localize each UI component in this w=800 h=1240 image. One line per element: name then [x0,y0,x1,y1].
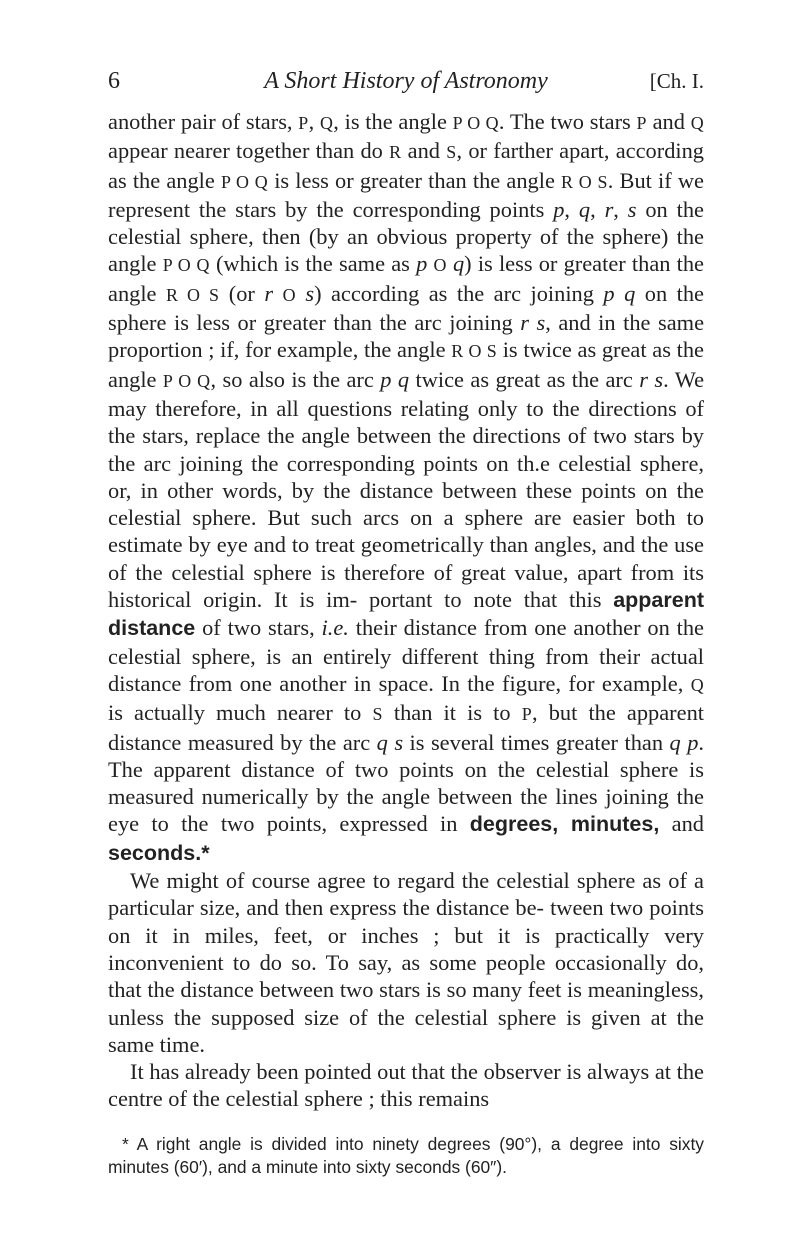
text-span: , or farther apart, according as the angle [108,138,705,193]
arc-label: p q [380,366,410,392]
text-span: appear nearer together than do [108,138,390,164]
text-span [296,281,305,306]
running-header [108,64,704,98]
text-span: , so also is the arc [210,366,381,392]
text-span: , [308,109,320,134]
text-span: is several times greater than [403,729,670,755]
star-label: S [372,704,383,725]
text-span: and [646,109,691,134]
star-label: R [389,142,402,163]
footnote: * A right angle is divided into ninety degrees (90°), a degree into sixty minutes (60′), and a minute into sixty seconds (60″). [108,1134,704,1177]
text-span: , is the angle [333,109,453,134]
point-label: s [627,196,637,222]
text-span [273,281,282,306]
emphasis-term: apparent distance [108,588,704,641]
text-span: and [659,811,704,837]
arc-label: r s [639,366,664,392]
point-label: p [553,196,565,222]
star-label: S [446,142,457,163]
star-label: Q [319,113,334,133]
text-span: ) according as the arc joining [314,280,604,306]
point-label: O [282,284,296,305]
paragraph-3: It has already been pointed out that the observer is always at the centre of the celestial sphere ; this remains [108,1059,704,1112]
angle-label: R O S [451,341,498,362]
angle-label: R O S [561,171,608,192]
star-label: P [636,113,647,133]
text-span: , [590,196,605,222]
emphasis-term: degrees, minutes, [469,812,660,837]
star-label: P [298,113,309,133]
text-span: is actually much nearer to [108,700,373,726]
abbreviation: i.e. [321,615,349,641]
text-span: their distance from one another on the celestial sphere, is an entirely different thing from their actual distance from one another in space. In the figure, for example, [108,615,704,696]
star-label: P [521,704,533,725]
text-span: . The apparent distance of two points on the celestial sphere is measured numerically by the angle between the lines joining the eye to the two points, expressed in [108,729,705,837]
emphasis-term: seconds.* [108,840,210,865]
arc-label: r s [520,310,546,336]
text-span: on the sphere is less or greater than the arc joining [108,280,704,336]
angle-label: P O Q [220,171,269,192]
text-span: . The two stars [498,109,637,134]
arc-label: p q [603,280,636,306]
point-label: O [433,255,447,276]
text-span: of two stars, [195,615,322,641]
text-span: ) is less or greater than the angle [108,251,704,306]
angle-label: P O Q [452,113,499,133]
text-span: . But if we represent the stars by the corresponding points [108,167,704,222]
text-span: , [564,196,579,222]
star-label: Q [690,113,704,133]
point-label: q [452,251,465,277]
point-label: s [305,280,315,306]
arc-label: q p [669,729,699,755]
point-label: q [578,196,591,222]
point-label: p [416,251,428,277]
paragraph-1 [108,108,704,867]
text-span: is less or greater than the angle [268,167,562,193]
point-label: r [604,196,614,222]
angle-label: P O Q [162,255,210,276]
body-text [108,108,704,1113]
angle-label: P O Q [162,370,211,391]
text-span: . We may therefore, in all questions relating only to the directions of the stars, replace the angle between the directions of two stars by the arc joining the corresponding points on th.e celestial sphere, or, in other words, by the distance between these points on the celestial sphere. But such arcs on a sphere are easier both to estimate by eye and to treat geometrically than angles, and the use of the celestial sphere is therefore of great value, apart from its historical origin. It is im- portant to note that this [108,366,705,613]
text-span: another pair of stars, [108,109,299,134]
text-span: is twice as great as the angle [108,337,704,392]
angle-label: R O S [165,284,220,305]
chapter-marker: [Ch. I. [649,69,704,93]
page-number: 6 [108,68,120,94]
running-title: A Short History of Astronomy [264,68,548,94]
text-span: (which is the same as [209,251,417,277]
star-label: Q [690,674,704,695]
text-span: and [401,138,447,164]
text-span: , and in the same proportion ; if, for example, the angle [108,310,705,363]
point-label: r [264,280,274,306]
arc-label: q s [376,729,404,755]
text-span: (or [219,280,265,306]
paragraph-2: We might of course agree to regard the celestial sphere as of a particular size, and then express the distance be- tween two points on it in miles, feet, or inches ; but it is practically very inconvenient to do so. To say, as some people occasionally do, that the distance between two stars is so many feet is meaningless, unless the supposed size of the celestial sphere is given at the same time. [108,868,704,1057]
text-span: , but the apparent distance measured by the arc [108,700,704,755]
text-span: on the celestial sphere, then (by an obvious property of the sphere) the angle [108,196,704,277]
text-span: than it is to [382,700,522,726]
text-span: twice as great as the arc [409,366,640,392]
text-span: , [613,196,628,222]
